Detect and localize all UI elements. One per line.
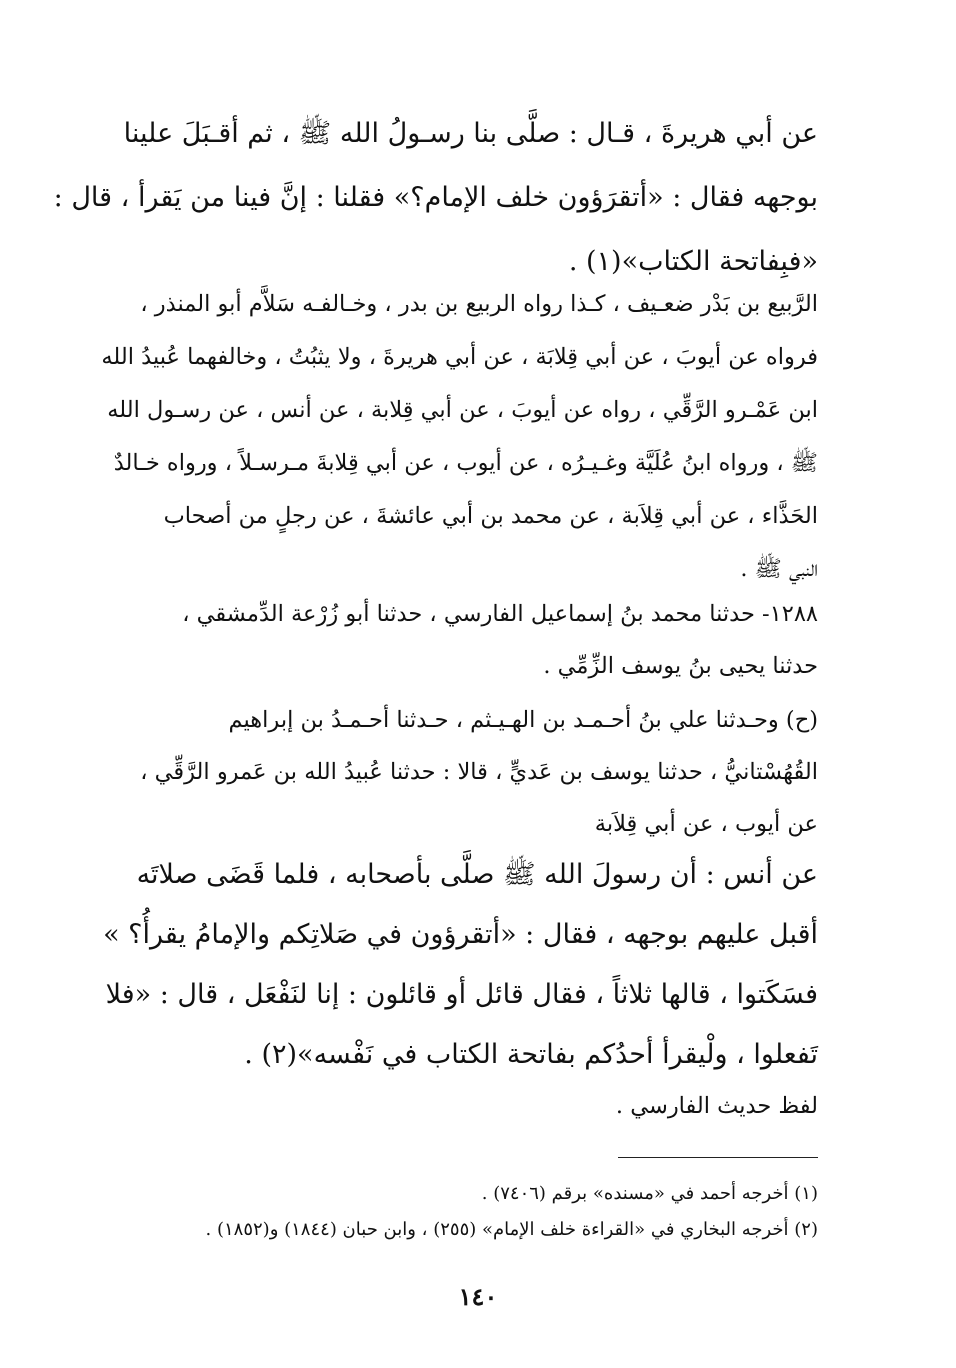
commentary-line: الحَذَّاء ، عن أبي قِلاَبة ، عن محمد بن أبي عائشةَ ، عن رجلٍ من أصحاب <box>163 503 818 529</box>
main-hadith-line: «فبِفاتحة الكتاب»(١) . <box>568 246 818 277</box>
page-number: ١٤٠ <box>458 1282 498 1311</box>
footnote-1: (١) أخرجه أحمد في «مسنده» برقم (٧٤٠٦) . <box>481 1183 818 1204</box>
commentary-paragraph <box>101 278 818 596</box>
main-hadith-line: تَفعلوا ، ولْيقرأ أحدُكم بفاتحة الكتاب في نَفْسه»(٢) . <box>244 1039 818 1070</box>
footnote-2: (٢) أخرجه البخاري في «القراءة خلف الإمام» (٢٥٥) ، وابن حبان (١٨٤٤) و(١٨٥٢) . <box>205 1219 818 1240</box>
footnote-divider <box>618 1157 818 1158</box>
hadith-alternate-chain <box>118 694 818 850</box>
chain-line: (ح) وحـدثنا علي بنُ أحـمـد بن الهـيـثم ، حـدثنا أحـمـدُ بن إبراهيم <box>228 707 818 733</box>
chain-line: حدثنا يحيى بنُ يوسف الزِّمِّي . <box>543 653 818 679</box>
main-hadith-line: عن أنس : أن رسولَ الله ﷺ صلَّى بأصحابه ، فلما قَضَى صلاتَه <box>136 859 818 890</box>
footnotes <box>118 1176 818 1248</box>
wording-note <box>118 1086 818 1126</box>
main-hadith-text <box>53 102 818 294</box>
chain-line: القُهُسْتانيُّ ، حدثنا يوسف بن عَديٍّ ، قالا : حدثنا عُبيدُ الله بن عَمرو الرَّقِّي ، <box>140 759 818 785</box>
commentary-line: ﷺ ، ورواه ابنُ عُلَيَّة وغـيـرُه ، عن أيوب ، عن أبي قِلابةَ مـرسـلاً ، ورواه خـالدٌ <box>113 450 818 476</box>
commentary-line: الرَّبيع بن بَدْر ضعـيف ، كـذا رواه الربيع بن بدر ، وخـالفـه سَلاَّم أبو المنذر ، <box>140 291 818 317</box>
wording-note-text: لفظ حديث الفارسي . <box>615 1093 818 1119</box>
main-hadith-line: أقبل عليهم بوجهه ، فقال : «أتقرؤون في صَلاتِكم والإمامُ يقرأُ؟ » <box>103 919 818 950</box>
main-hadith-line: عن أبي هريرةَ ، قـال : صلَّى بنا رسـولُ الله ﷺ ، ثم أقـبَلَ علينا <box>123 118 818 149</box>
commentary-line: النبي ﷺ . <box>740 556 818 582</box>
commentary-line: فرواه عن أيوبَ ، عن أبي قِلابَة ، عن أبي هريرةَ ، ولا يثبُتُ ، وخالفهما عُبيدُ الله <box>101 344 818 370</box>
main-hadith-line: فسَكَتوا ، قالها ثلاثاً ، فقال قائل أو قائلون : إنا لنَفْعَل ، قال : «فلا <box>105 979 818 1010</box>
hadith-1288-chain <box>118 588 818 692</box>
main-hadith-line: بوجهه فقال : «أتقرَؤون خلف الإمام؟» فقلنا : إنَّ فينا من يَقرأ ، قال : <box>53 182 818 213</box>
chain-line: عن أيوب ، عن أبي قِلاَبة <box>594 811 818 837</box>
chain-line: ١٢٨٨- حدثنا محمد بنُ إسماعيل الفارسي ، حدثنا أبو زُرْعة الدِّمشقي ، <box>182 601 818 627</box>
hadith-1288-text <box>103 845 818 1085</box>
commentary-line: ابن عَمْـرو الرَّقِّي ، رواه عن أيوبَ ، عن أبي قِلابة ، عن أنس ، عن رسـول الله <box>107 397 818 423</box>
